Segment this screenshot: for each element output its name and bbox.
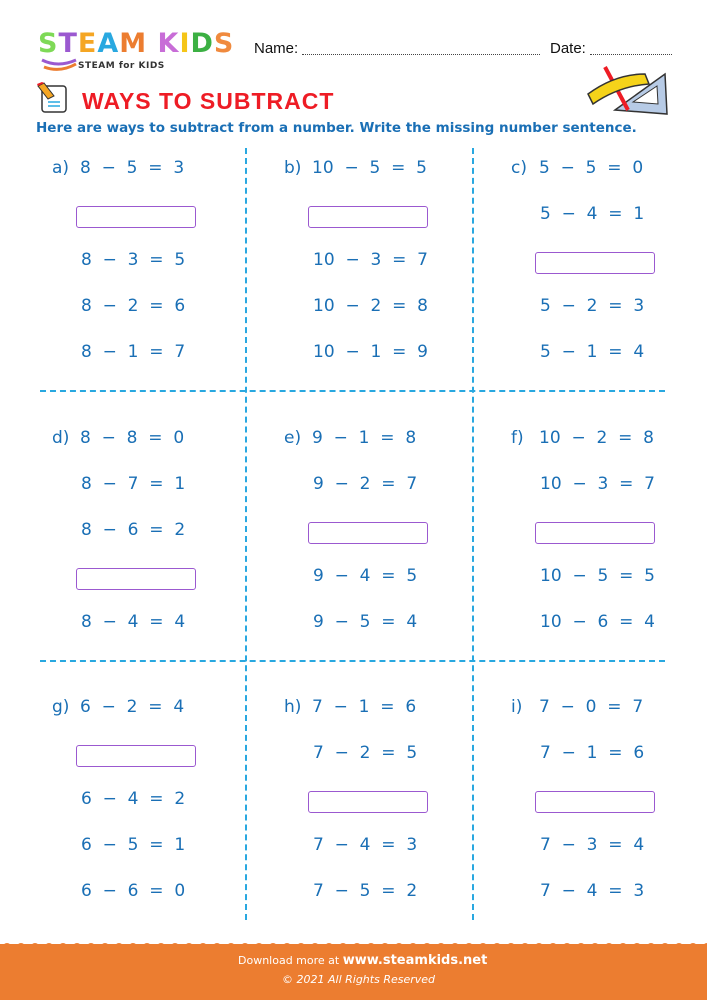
answer-box[interactable] bbox=[76, 745, 196, 767]
logo-tagline: STEAM for KIDS bbox=[78, 61, 165, 71]
footer-url-link[interactable]: www.steamkids.net bbox=[342, 953, 488, 968]
steam-kids-logo bbox=[38, 28, 235, 71]
equation: 9 − 5 = 4 bbox=[313, 612, 418, 632]
row-divider-bottom bbox=[40, 660, 665, 662]
problem-label: h) bbox=[284, 697, 302, 717]
logo-letter: E bbox=[77, 28, 98, 59]
equation-text: 7 − 1 = 6 bbox=[312, 697, 417, 717]
problem-label: d) bbox=[52, 428, 70, 448]
equation: 8 − 6 = 2 bbox=[81, 520, 186, 540]
logo-letter: D bbox=[190, 28, 214, 59]
equation-text: 5 − 5 = 0 bbox=[539, 158, 644, 178]
problem-header-equation bbox=[52, 158, 184, 178]
equation: 7 − 3 = 4 bbox=[540, 835, 645, 855]
equation: 10 − 3 = 7 bbox=[540, 474, 655, 494]
equation: 8 − 4 = 4 bbox=[81, 612, 186, 632]
problem-label: g) bbox=[52, 697, 70, 717]
pencil-paper-icon bbox=[36, 82, 70, 114]
problem-label: b) bbox=[284, 158, 302, 178]
logo-wordmark bbox=[38, 30, 234, 58]
equation: 5 − 2 = 3 bbox=[540, 296, 645, 316]
equation: 10 − 6 = 4 bbox=[540, 612, 655, 632]
logo-letter: A bbox=[97, 28, 120, 59]
problem-header-equation bbox=[52, 428, 184, 448]
problem-header-equation bbox=[284, 428, 416, 448]
answer-box[interactable] bbox=[76, 568, 196, 590]
equation: 8 − 1 = 7 bbox=[81, 342, 186, 362]
logo-letter: K bbox=[157, 28, 180, 59]
problem-header-equation bbox=[284, 697, 416, 717]
equation: 10 − 2 = 8 bbox=[313, 296, 428, 316]
logo-letter: M bbox=[119, 28, 148, 59]
problem-header-equation bbox=[511, 697, 643, 717]
problem-header-equation bbox=[52, 697, 184, 717]
equation: 6 − 4 = 2 bbox=[81, 789, 186, 809]
name-field[interactable] bbox=[302, 40, 540, 55]
logo-letter: S bbox=[38, 28, 59, 59]
problem-header-equation bbox=[284, 158, 427, 178]
equation: 7 − 1 = 6 bbox=[540, 743, 645, 763]
equation: 5 − 4 = 1 bbox=[540, 204, 645, 224]
page-title: WAYS TO SUBTRACT bbox=[82, 88, 335, 114]
logo-letter: S bbox=[213, 28, 235, 59]
problem-header-equation bbox=[511, 428, 654, 448]
equation-text: 7 − 0 = 7 bbox=[539, 697, 644, 717]
answer-box[interactable] bbox=[308, 206, 428, 228]
answer-box[interactable] bbox=[308, 791, 428, 813]
equation: 10 − 5 = 5 bbox=[540, 566, 655, 586]
problem-label: a) bbox=[52, 158, 70, 178]
equation: 6 − 5 = 1 bbox=[81, 835, 186, 855]
problem-header-equation bbox=[511, 158, 643, 178]
answer-box[interactable] bbox=[535, 522, 655, 544]
equation: 9 − 2 = 7 bbox=[313, 474, 418, 494]
date-field[interactable] bbox=[590, 40, 672, 55]
equation: 10 − 3 = 7 bbox=[313, 250, 428, 270]
problem-label: i) bbox=[511, 697, 523, 717]
problem-label: c) bbox=[511, 158, 527, 178]
equation-text: 8 − 8 = 0 bbox=[80, 428, 185, 448]
equation: 7 − 5 = 2 bbox=[313, 881, 418, 901]
equation: 8 − 7 = 1 bbox=[81, 474, 186, 494]
answer-box[interactable] bbox=[76, 206, 196, 228]
ruler-triangle-icon bbox=[585, 62, 670, 117]
footer-copyright: © 2021 All Rights Reserved bbox=[282, 973, 436, 986]
logo-letter: I bbox=[179, 28, 191, 59]
equation: 9 − 4 = 5 bbox=[313, 566, 418, 586]
logo-swoosh-icon bbox=[40, 58, 80, 72]
equation-text: 8 − 5 = 3 bbox=[80, 158, 185, 178]
instructions: Here are ways to subtract from a number. Write the missing number sentence. bbox=[36, 120, 637, 136]
equation: 6 − 6 = 0 bbox=[81, 881, 186, 901]
row-divider-top bbox=[40, 390, 665, 392]
equation: 10 − 1 = 9 bbox=[313, 342, 428, 362]
column-divider-right bbox=[472, 148, 474, 920]
answer-box[interactable] bbox=[308, 522, 428, 544]
equation-text: 10 − 5 = 5 bbox=[312, 158, 427, 178]
footer-download bbox=[238, 953, 487, 968]
equation: 8 − 3 = 5 bbox=[81, 250, 186, 270]
problem-label: f) bbox=[511, 428, 524, 448]
equation: 7 − 4 = 3 bbox=[313, 835, 418, 855]
answer-box[interactable] bbox=[535, 791, 655, 813]
date-label: Date: bbox=[550, 40, 586, 57]
equation: 8 − 2 = 6 bbox=[81, 296, 186, 316]
equation: 7 − 4 = 3 bbox=[540, 881, 645, 901]
equation-text: 10 − 2 = 8 bbox=[539, 428, 654, 448]
answer-box[interactable] bbox=[535, 252, 655, 274]
name-label: Name: bbox=[254, 40, 299, 57]
logo-letter: T bbox=[58, 28, 78, 59]
equation: 7 − 2 = 5 bbox=[313, 743, 418, 763]
equation-text: 6 − 2 = 4 bbox=[80, 697, 185, 717]
footer-download-prefix: Download more at bbox=[238, 954, 343, 967]
equation: 5 − 1 = 4 bbox=[540, 342, 645, 362]
logo-letter bbox=[147, 30, 157, 58]
column-divider-left bbox=[245, 148, 247, 920]
equation-text: 9 − 1 = 8 bbox=[312, 428, 417, 448]
problem-label: e) bbox=[284, 428, 302, 448]
